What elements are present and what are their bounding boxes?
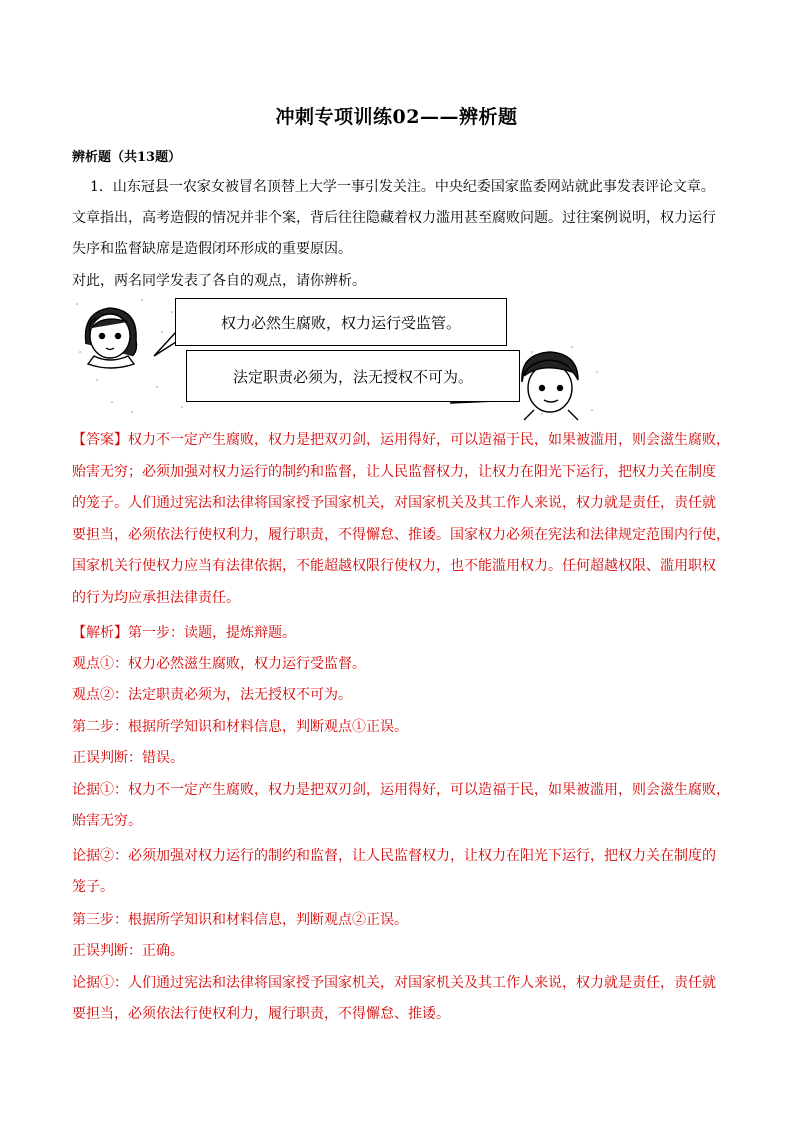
section-header: 辨析题（共13题） — [72, 150, 182, 165]
question-line-4: 对此，两名同学发表了各自的观点，请你辨析。 — [72, 273, 366, 289]
analysis-line-5: 正误判断：错误。 — [72, 750, 184, 766]
answer-line-5: 国家机关行使权力应当有法律依据，不能超越权限行使权力，也不能滥用权力。任何超越权限、滥用职权 — [72, 558, 716, 574]
page-title: 冲刺专项训练02——辨析题 — [275, 106, 518, 128]
analysis-line-1: 【解析】第一步：读题，提炼辩题。 — [72, 625, 296, 641]
answer-line-4: 要担当，必须依法行使权利力，履行职责，不得懈怠、推诿。国家权力必须在宪法和法律规定范围内行使， — [72, 527, 730, 543]
boy-figure — [522, 352, 578, 420]
question-line-3: 失序和监督缺席是造假闭环形成的重要原因。 — [72, 241, 352, 257]
analysis-line-10: 第三步：根据所学知识和材料信息，判断观点②正误。 — [72, 912, 408, 928]
analysis-line-4: 第二步：根据所学知识和材料信息，判断观点①正误。 — [72, 719, 408, 735]
answer-line-1: 【答案】权力不一定产生腐败，权力是把双刃剑，运用得好，可以造福于民，如果被滥用，则会滋生腐败， — [72, 432, 730, 448]
girl-figure — [86, 308, 137, 368]
analysis-line-7: 贻害无穷。 — [72, 813, 142, 829]
analysis-line-8: 论据②：必须加强对权力运行的制约和监督，让人民监督权力，让权力在阳光下运行，把权力关在制度的 — [72, 848, 716, 864]
analysis-line-11: 正误判断：正确。 — [72, 943, 184, 959]
analysis-line-3: 观点②：法定职责必须为，法无授权不可为。 — [72, 687, 352, 703]
analysis-line-13: 要担当，必须依法行使权利力，履行职责，不得懈怠、推诿。 — [72, 1006, 450, 1022]
question-line-2: 文章指出，高考造假的情况并非个案，背后往往隐藏着权力滥用甚至腐败问题。过往案例说明，权力运行 — [72, 210, 716, 226]
speech-bubble-girl: 权力必然生腐败，权力运行受监管。 — [175, 298, 507, 346]
analysis-line-12: 论据①：人们通过宪法和法律将国家授予国家机关，对国家机关及其工作人来说，权力就是责任，责任就 — [72, 975, 716, 991]
answer-line-3: 的笼子。人们通过宪法和法律将国家授予国家机关，对国家机关及其工作人来说，权力就是责任，责任就 — [72, 495, 716, 511]
answer-line-2: 贻害无穷；必须加强对权力运行的制约和监督，让人民监督权力，让权力在阳光下运行，把权力关在制度 — [72, 464, 716, 480]
cartoon-illustration — [72, 292, 612, 422]
question-line-1: 1．山东冠县一农家女被冒名顶替上大学一事引发关注。中央纪委国家监委网站就此事发表评论文章。 — [90, 179, 715, 195]
analysis-line-2: 观点①：权力必然滋生腐败，权力运行受监督。 — [72, 656, 366, 672]
answer-line-6: 的行为均应承担法律责任。 — [72, 590, 240, 606]
speech-bubble-boy: 法定职责必须为，法无授权不可为。 — [186, 350, 520, 402]
analysis-line-9: 笼子。 — [72, 879, 114, 895]
analysis-line-6: 论据①：权力不一定产生腐败，权力是把双刃剑，运用得好，可以造福于民，如果被滥用，则会滋生腐败， — [72, 782, 730, 798]
